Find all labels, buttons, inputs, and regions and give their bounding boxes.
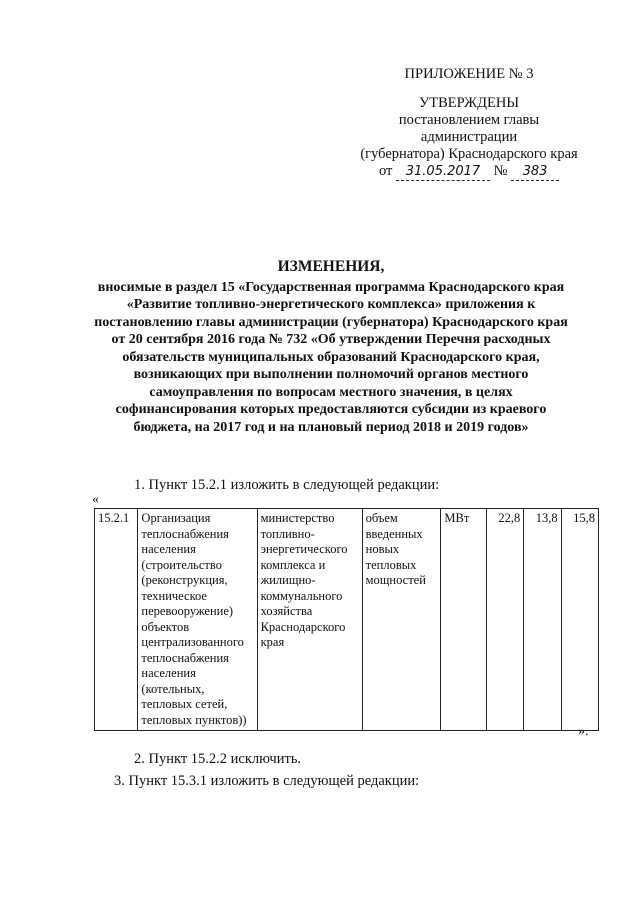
number-prefix: №: [493, 163, 508, 179]
cell-indicator: объем введенных новых тепловых мощностей: [362, 509, 441, 731]
approved-label: УТВЕРЖДЕНЫ: [418, 95, 520, 111]
heading-body: вносимые в раздел 15 «Государственная программа Краснодарского края «Развитие топливно-энергетического комплекса» приложения к постановлению главы администрации (губернатора) Краснодарского края от 20 сентября 2016 года № 732 «Об утверждении Перечня расходных обязательств муниципальных образований Краснодарского края, возникающих при выполнении полномочий органов местного самоуправления по вопросам местного значения, в целях софинансирования которых предоставляются субсидии из краевого бюджета, на 2017 год и на плановый период 2018 и 2019 годов»: [94, 279, 568, 435]
cell-organization: министерство топливно-энергетического комплекса и жилищно-коммунального хозяйства Краснодарского края: [257, 509, 362, 731]
quote-close: ».: [578, 724, 589, 739]
quote-open: «: [92, 492, 99, 507]
approval-block: [340, 66, 598, 181]
item-3: 3. Пункт 15.3.1 изложить в следующей редакции:: [114, 773, 420, 789]
cell-name: Организация теплоснабжения населения (строительство (реконструкция, техническое перевооружение) объектов централизованного теплоснабжения населения (котельных, тепловых сетей, тепловых пунктов)): [138, 509, 257, 731]
cell-number: 15.2.1: [95, 509, 138, 731]
approval-line-2: администрации: [420, 129, 518, 145]
amendment-table: [94, 508, 599, 731]
item-1: 1. Пункт 15.2.1 изложить в следующей редакции:: [134, 477, 440, 493]
cell-value-2019: 15,8: [561, 509, 598, 731]
cell-value-2018: 13,8: [524, 509, 561, 731]
document-heading: [90, 258, 572, 436]
approval-line-3: (губернатора) Краснодарского края: [360, 146, 578, 162]
date-line: [340, 163, 598, 181]
item-2: 2. Пункт 15.2.2 исключить.: [134, 751, 302, 767]
cell-value-2017: 22,8: [486, 509, 523, 731]
date-prefix: от: [378, 163, 393, 179]
heading-title: ИЗМЕНЕНИЯ,: [277, 258, 385, 275]
table-row: [95, 509, 599, 731]
approval-line-1: постановлением главы: [398, 112, 540, 128]
cell-unit: МВт: [441, 509, 486, 731]
handwritten-number: 383: [511, 163, 559, 181]
appendix-label: ПРИЛОЖЕНИЕ № 3: [404, 66, 534, 82]
handwritten-date: 31.05.2017: [396, 163, 490, 181]
